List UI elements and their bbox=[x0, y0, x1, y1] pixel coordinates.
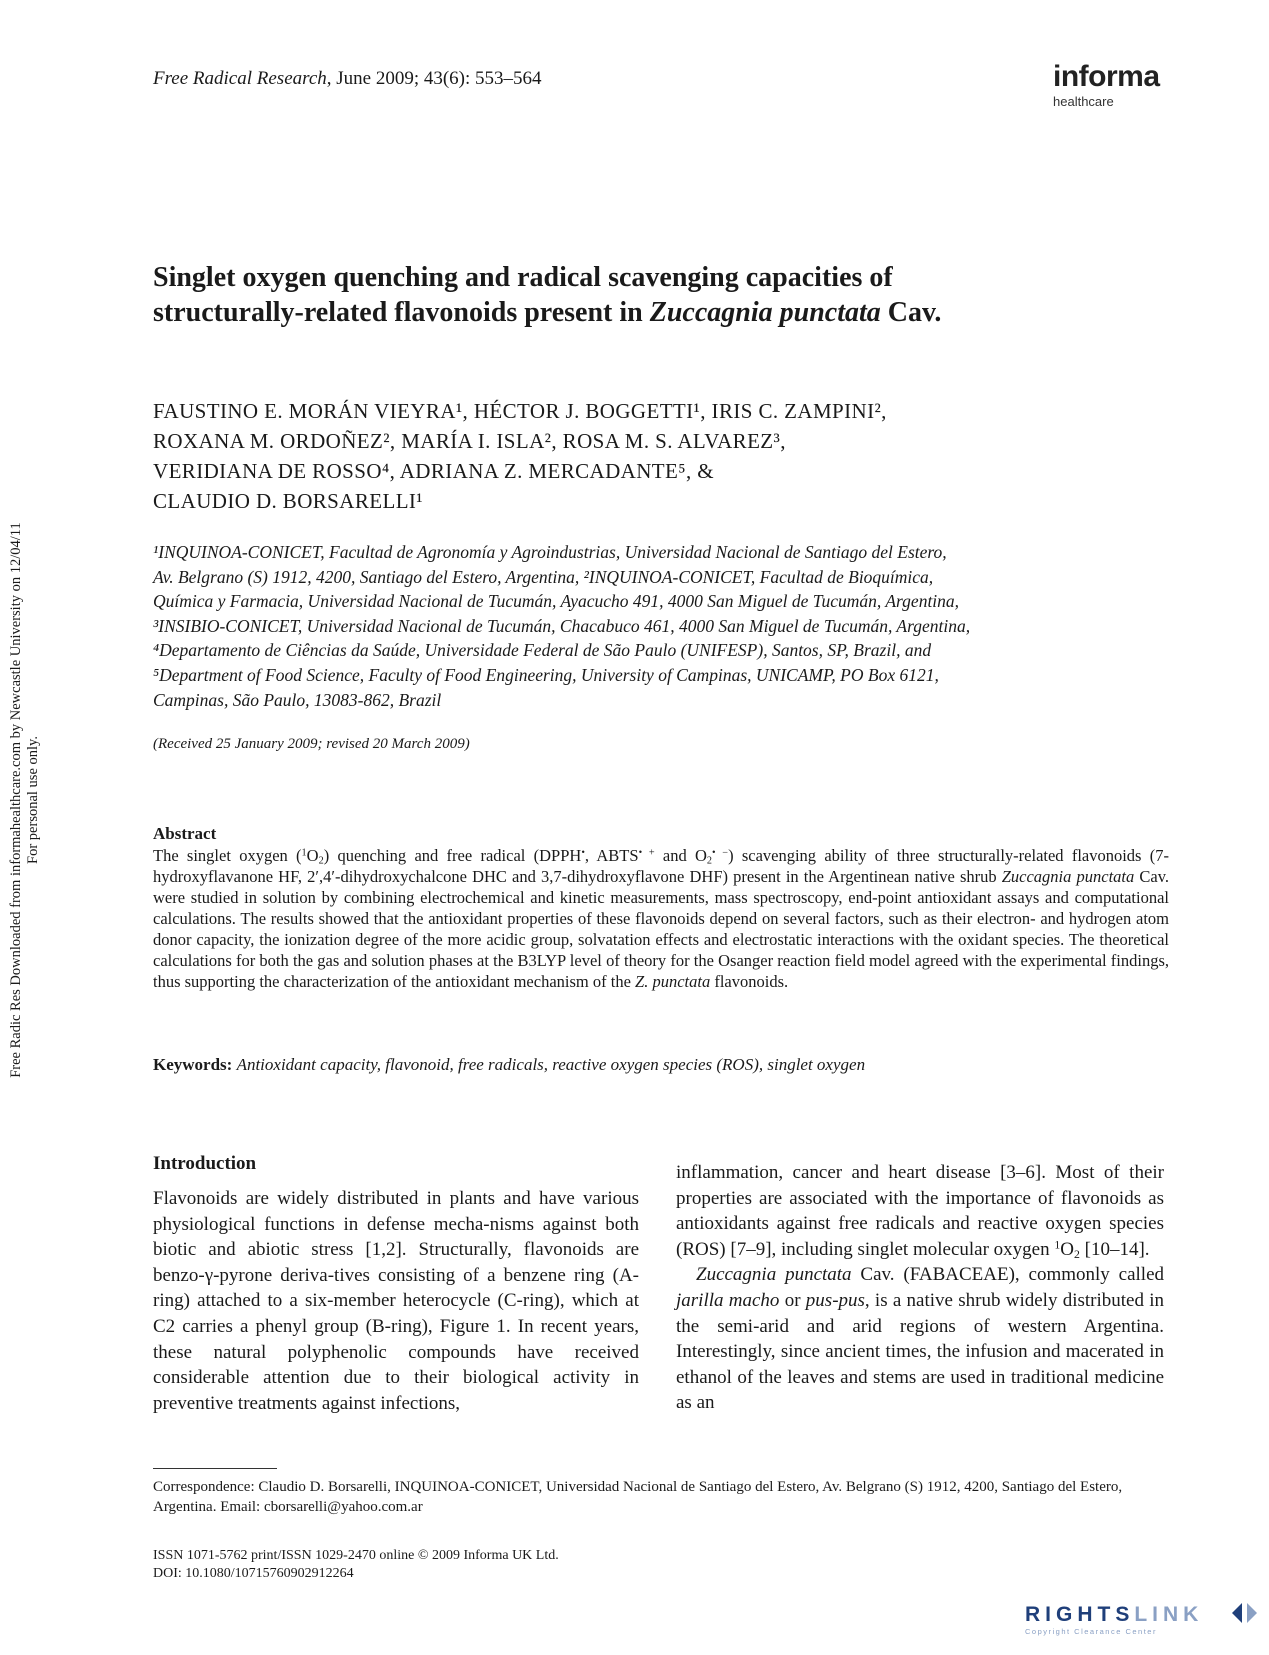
affiliation-line: Química y Farmacia, Universidad Nacional de Tucumán, Ayacucho 491, 4000 San Miguel de Tucumán, Argentina, bbox=[153, 591, 960, 612]
rightslink-arrow-icon bbox=[1247, 1603, 1257, 1623]
download-watermark bbox=[8, 440, 42, 1160]
intro-text: or bbox=[779, 1289, 806, 1311]
abstract-part: flavonoids. bbox=[710, 972, 789, 991]
logo-sub: healthcare bbox=[1053, 94, 1114, 109]
abstract-part: and O bbox=[654, 846, 707, 865]
intro-text: inflammation, cancer and heart disease [3–6]. Most of their properties are associated with the importance of flavonoids as antioxidants against free radicals and reactive oxygen species (ROS) [7–9], including singlet molecular oxygen bbox=[676, 1162, 1164, 1260]
logo-brand: informa bbox=[1053, 60, 1160, 93]
affiliation-line: ⁴Departamento de Ciências da Saúde, Universidade Federal de São Paulo (UNIFESP), Santos, SP, Brazil, and bbox=[153, 640, 932, 661]
journal-issue: , June 2009; 43(6): 553–564 bbox=[326, 68, 542, 89]
issn-line: ISSN 1071-5762 print/ISSN 1029-2470 online © 2009 Informa UK Ltd. bbox=[153, 1548, 559, 1563]
abstract-part: The singlet oxygen ( bbox=[153, 846, 302, 865]
abstract-part: Cav. were studied in solution by combining electrochemical and kinetic measurements, mass spectroscopy, end-point antioxidant assays and computational calculations. The results showed that the antioxidant properties of these flavonoids depend on several factors, such as their electron- and hydrogen atom donor capacity, the ionization degree of the more acidic group, solvatation effects and electrostatic interactions with the oxidant species. The theoretical calculations for both the gas and solution phases at the B3LYP level of theory for the Osanger reaction field model agreed with the experimental findings, thus supporting the characterization of the antioxidant mechanism of the bbox=[153, 867, 1169, 991]
rightslink-text: RIGHTSLINK bbox=[1025, 1603, 1204, 1626]
correspondence: Correspondence: Claudio D. Borsarelli, INQUINOA-CONICET, Universidad Nacional de Santiago del Estero, Av. Belgrano (S) 1912, 4200, Santiago del Estero, Argentina. Email: cborsarelli@yahoo.com.ar bbox=[153, 1479, 1123, 1515]
title-species: Zuccagnia punctata bbox=[649, 297, 881, 328]
affiliation-line: Av. Belgrano (S) 1912, 4200, Santiago del Estero, Argentina, ²INQUINOA-CONICET, Facultad de Bioquímica, bbox=[153, 566, 934, 587]
affiliation-line: Campinas, São Paulo, 13083-862, Brazil bbox=[153, 689, 442, 710]
title-line-2-pre: structurally-related flavonoids present in bbox=[153, 297, 650, 328]
keywords bbox=[153, 1055, 1169, 1075]
author-list bbox=[153, 396, 1173, 516]
intro-species: Zuccagnia punctata bbox=[696, 1264, 852, 1286]
affiliation-line: ³INSIBIO-CONICET, Universidad Nacional de Tucumán, Chacabuco 461, 4000 San Miguel de Tucumán, Argentina, bbox=[153, 615, 971, 636]
journal-citation bbox=[153, 68, 542, 90]
author-line-4: CLAUDIO D. BORSARELLI¹ bbox=[153, 489, 424, 513]
intro-text: [10–14]. bbox=[1079, 1238, 1150, 1260]
abstract-part: ) scavenging ability of three structurally-related flavonoids (7-hydroxyflavanone HF, 2′,4′-dihydroxychalcone DHC and 3,7-dihydroxyflavone DHF) present in the Argentinean native shrub bbox=[153, 846, 1169, 886]
intro-text: , is a native shrub widely distributed in the semi-arid and arid regions of western Argentina. Interestingly, since ancient times, the infusion and macerated in ethanol of the leaves and stems are used in traditional medicine as an bbox=[676, 1289, 1165, 1414]
article-title bbox=[153, 260, 1153, 330]
abstract-species: Z. punctata bbox=[635, 972, 711, 991]
issn-doi bbox=[153, 1547, 559, 1583]
section-heading-introduction: Introduction bbox=[153, 1153, 257, 1174]
footnote-rule bbox=[153, 1468, 277, 1469]
download-line-2: For personal use only. bbox=[25, 736, 41, 864]
download-line-1: Free Radic Res Downloaded from informahealthcare.com by Newcastle University on 12/04/11 bbox=[8, 522, 24, 1078]
rightslink-arrow-icon bbox=[1232, 1603, 1242, 1623]
keywords-value: Antioxidant capacity, flavonoid, free radicals, reactive oxygen species (ROS), singlet oxygen bbox=[236, 1055, 866, 1074]
abstract-part: ) quenching and free radical (DPPH bbox=[323, 846, 582, 865]
title-line-2-post: Cav. bbox=[880, 297, 942, 328]
affiliation-line: ⁵Department of Food Science, Faculty of Food Engineering, University of Campinas, UNICAMP, PO Box 6121, bbox=[153, 664, 939, 685]
received-dates: (Received 25 January 2009; revised 20 March 2009) bbox=[153, 736, 470, 752]
affiliations bbox=[153, 540, 1173, 712]
author-line-2: ROXANA M. ORDOÑEZ², MARÍA I. ISLA², ROSA M. S. ALVAREZ³, bbox=[153, 429, 786, 453]
affiliation-line: ¹INQUINOA-CONICET, Facultad de Agronomía y Agroindustrias, Universidad Nacional de Santiago del Estero, bbox=[153, 542, 947, 562]
intro-paragraph: inflammation, cancer and heart disease [3–6]. Most of their properties are associated with the importance of flavonoids as antioxidants against free radicals and reactive oxygen species (ROS) [7–9], including singlet molecular oxygen $^1O_2$ [10–14]. bbox=[676, 1162, 1164, 1261]
intro-paragraph bbox=[676, 1262, 1164, 1416]
intro-column-1: Flavonoids are widely distributed in plants and have various physiological functions in defense mecha-nisms against both biotic and abiotic stress [1,2]. Structurally, flavonoids are benzo-γ-pyrone deriva-tives consisting of a benzene ring (A-ring) attached to a six-member heterocycle (C-ring), which at C2 carries a phenyl group (B-ring), Figure 1. In recent years, these natural polyphenolic compounds have received considerable attention due to their biological activity in preventive treatments against infections, bbox=[153, 1188, 639, 1414]
publisher-logo bbox=[1053, 62, 1160, 109]
rightslink-logo[interactable] bbox=[1025, 1597, 1260, 1637]
author-line-1: FAUSTINO E. MORÁN VIEYRA¹, HÉCTOR J. BOGGETTI¹, IRIS C. ZAMPINI², bbox=[153, 399, 887, 423]
title-line-1: Singlet oxygen quenching and radical scavenging capacities of bbox=[153, 262, 893, 293]
journal-name: Free Radical Research bbox=[153, 68, 327, 89]
keywords-label: Keywords: bbox=[153, 1055, 233, 1074]
intro-common-name: jarilla macho bbox=[676, 1289, 780, 1311]
abstract-part: , ABTS bbox=[584, 846, 639, 865]
title-line-2 bbox=[153, 295, 1153, 330]
abstract-species: Zuccagnia punctata bbox=[1001, 867, 1135, 886]
intro-column-2 bbox=[676, 1160, 1164, 1416]
intro-text: Cav. (FABACEAE), commonly called bbox=[851, 1264, 1165, 1286]
abstract-heading: Abstract bbox=[153, 824, 217, 843]
author-line-3: VERIDIANA DE ROSSO⁴, ADRIANA Z. MERCADANTE⁵, & bbox=[153, 459, 714, 483]
intro-common-name: pus-pus bbox=[805, 1289, 865, 1311]
abstract-text: The singlet oxygen $(^1O_2)$ quenching and free radical (DPPH•, ABTS• + and $O_2^{• -}$) scavenging ability of three structurally-related flavonoids (7-hydroxyflavanone HF, 2′,4′-dihydroxychalcone DHC and 3,7-dihydroxyflavone DHF) present in the Argentinean native shrub Zuccagnia punctata Cav. were studied in solution by combining electrochemical and kinetic measurements, mass spectroscopy, end-point antioxidant assays and computational calculations. The results showed that the antioxidant properties of these flavonoids depend on several factors, such as their electron- and hydrogen atom donor capacity, the ionization degree of the more acidic group, solvatation effects and electrostatic interactions with the oxidant species. The theoretical calculations for both the gas and solution phases at the B3LYP level of theory for the Osanger reaction field model agreed with the experimental findings, thus supporting the characterization of the antioxidant mechanism of the Z. punctata flavonoids. bbox=[153, 846, 1169, 991]
rightslink-subtext: Copyright Clearance Center bbox=[1025, 1627, 1157, 1636]
doi-line: DOI: 10.1080/10715760902912264 bbox=[153, 1566, 354, 1581]
